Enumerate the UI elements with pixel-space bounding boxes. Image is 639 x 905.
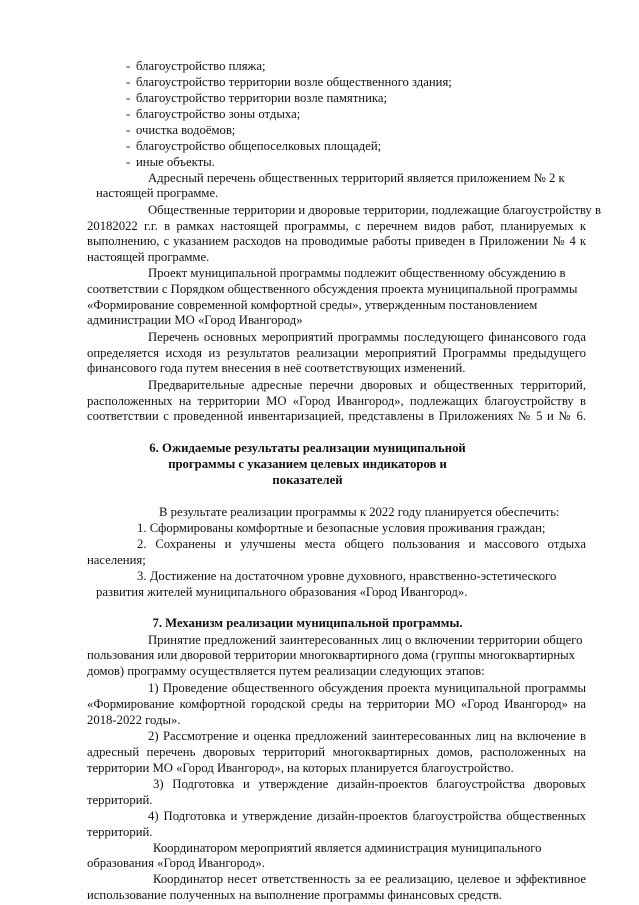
list-item: - благоустройство территории возле памятника; xyxy=(126,91,387,105)
list-item: - благоустройство территории возле общественного здания; xyxy=(126,75,452,89)
paragraph-line: Принятие предложений заинтересованных лиц о включении территории общего xyxy=(148,633,583,647)
paragraph-line: Координатор несет ответственность за ее реализацию, целевое и эффективное xyxy=(153,872,586,886)
paragraph-line: настоящей программе. xyxy=(96,186,219,200)
list-item: - благоустройство зоны отдыха; xyxy=(126,107,301,121)
list-item: 2018-2022 годы». xyxy=(87,713,181,727)
paragraph-line: «Формирование современной комфортной среды», утвержденным постановлением xyxy=(87,298,538,312)
list-item: 2) Рассмотрение и оценка предложений заинтересованных лиц на включение в xyxy=(148,729,586,743)
paragraph-line: определяется исходя из результатов реализации мероприятий Программы предыдущего xyxy=(87,346,586,360)
paragraph-line: финансового года путем внесения в неё соответствующих изменений. xyxy=(87,361,466,375)
list-item: - благоустройство общепоселковых площадей; xyxy=(126,139,382,153)
section-heading: 7. Механизм реализации муниципальной программы. xyxy=(152,616,463,630)
paragraph-line: Предварительные адресные перечни дворовых и общественных территорий, xyxy=(148,378,586,392)
paragraph-line: образования «Город Ивангород». xyxy=(87,856,265,870)
list-item: адресный перечень дворовых территорий многоквартирных домов, расположенных на xyxy=(87,745,586,759)
list-item: - очистка водоёмов; xyxy=(126,123,236,137)
list-item: территории МО «Город Ивангород», на которых планируется благоустройство. xyxy=(87,761,514,775)
paragraph-line: Перечень основных мероприятий программы последующего финансового года xyxy=(148,330,586,344)
paragraph-line: использование полученных на выполнение программы финансовых средств. xyxy=(87,888,502,902)
paragraph-line: Общественные территории и дворовые территории, подлежащие благоустройству в xyxy=(148,203,601,217)
list-item: 1) Проведение общественного обсуждения проекта муниципальной программы xyxy=(148,681,586,695)
list-item: территорий. xyxy=(87,793,153,807)
paragraph-line: 20182022 г.г. в рамках настоящей программы, с перечнем видов работ, планируемых к xyxy=(87,219,586,233)
list-item: развития жителей муниципального образования «Город Ивангород». xyxy=(96,585,468,599)
list-item: населения; xyxy=(87,553,146,567)
paragraph-line: расположенных на территории МО «Город Ивангород», подлежащих благоустройству в xyxy=(87,394,586,408)
paragraph-line: соответствии с проведенной инвентаризацией, представлены в Приложениях № 5 и № 6. xyxy=(87,409,586,423)
list-item: 4) Подготовка и утверждение дизайн-проектов благоустройства общественных xyxy=(148,809,586,823)
list-item: 2. Сохранены и улучшены места общего пользования и массового отдыха xyxy=(137,537,586,551)
section-heading: 6. Ожидаемые результаты реализации муниципальной xyxy=(149,441,466,455)
paragraph-line: настоящей программе. xyxy=(87,250,210,264)
paragraph-line: домов) программу осуществляется путем реализации следующих этапов: xyxy=(87,664,485,678)
paragraph-line: соответствии с Порядком общественного обсуждения проекта муниципальной программы xyxy=(87,282,578,296)
list-item: 1. Сформированы комфортные и безопасные условия проживания граждан; xyxy=(137,521,546,535)
list-item: - благоустройство пляжа; xyxy=(126,59,266,73)
paragraph-line: Проект муниципальной программы подлежит общественному обсуждению в xyxy=(148,266,566,280)
list-item: - иные объекты. xyxy=(126,155,215,169)
list-item: 3. Достижение на достаточном уровне духовного, нравственно-эстетического xyxy=(137,569,557,583)
paragraph-line: пользования или дворовой территории многоквартирного дома (группы многоквартирных xyxy=(87,648,576,662)
paragraph-line: администрации МО «Город Ивангород» xyxy=(87,313,303,327)
paragraph-line: Адресный перечень общественных территорий является приложением № 2 к xyxy=(148,171,565,185)
section-heading: показателей xyxy=(272,473,343,487)
list-item: 3) Подготовка и утверждение дизайн-проектов благоустройства дворовых xyxy=(153,777,586,791)
paragraph-line: выполнению, с указанием расходов на проводимые работы приведен в Приложении № 4 к xyxy=(87,234,586,248)
section-heading: программы с указанием целевых индикаторов и xyxy=(168,457,447,471)
paragraph-line: В результате реализации программы к 2022 году планируется обеспечить: xyxy=(159,505,560,519)
paragraph-line: Координатором мероприятий является администрация муниципального xyxy=(153,841,542,855)
list-item: территорий. xyxy=(87,825,153,839)
list-item: «Формирование комфортной городской среды на территории МО «Город Ивангород» на xyxy=(87,697,586,711)
